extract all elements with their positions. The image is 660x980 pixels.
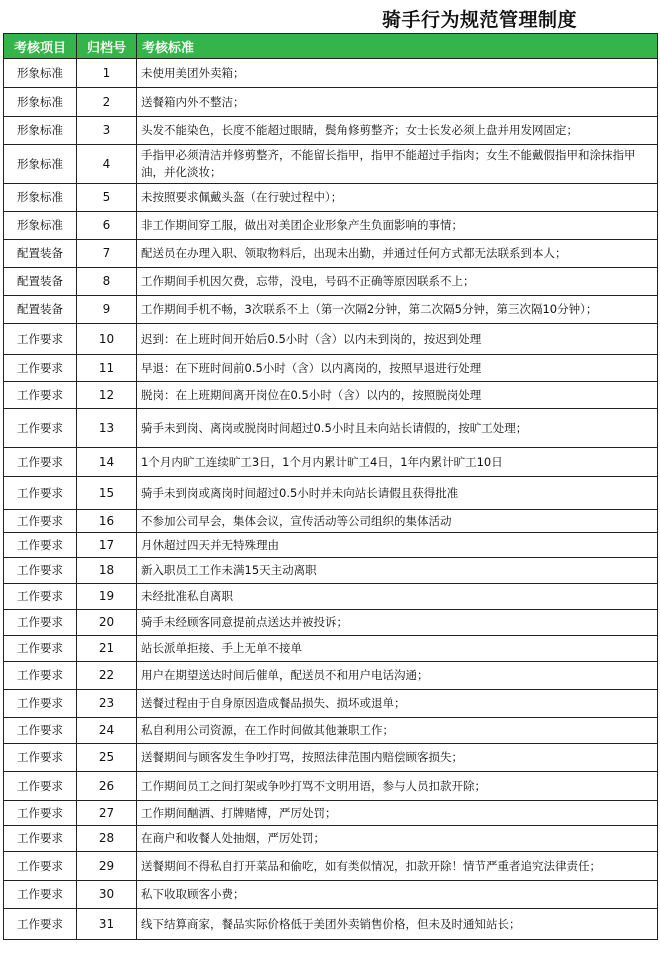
- table-row: [4, 117, 658, 145]
- table-row: [4, 558, 658, 584]
- row-category: 工作要求: [4, 558, 77, 584]
- row-number: 4: [77, 145, 137, 184]
- row-category: 工作要求: [4, 662, 77, 690]
- table-row: [4, 448, 658, 477]
- header-number: 归档号: [77, 34, 137, 59]
- table-row: [4, 212, 658, 240]
- table-row: [4, 145, 658, 184]
- row-standard: 1个月内旷工连续旷工3日，1个月内累计旷工4日，1年内累计旷工10日: [137, 448, 658, 477]
- row-number: 3: [77, 117, 137, 145]
- row-number: 1: [77, 59, 137, 88]
- row-standard: 私下收取顾客小费；: [137, 881, 658, 909]
- row-standard: 未经批准私自离职: [137, 584, 658, 610]
- row-category: 形象标准: [4, 145, 77, 184]
- row-number: 19: [77, 584, 137, 610]
- row-category: 工作要求: [4, 409, 77, 448]
- row-category: 工作要求: [4, 510, 77, 533]
- row-category: 工作要求: [4, 718, 77, 744]
- row-standard: 在商户和收餐人处抽烟，严厉处罚；: [137, 826, 658, 852]
- row-category: 工作要求: [4, 355, 77, 382]
- row-category: 工作要求: [4, 533, 77, 558]
- row-standard: 配送员在办理入职、领取物料后，出现未出勤，并通过任何方式都无法联系到本人；: [137, 240, 658, 268]
- table-row: [4, 88, 658, 117]
- table-row: [4, 268, 658, 296]
- row-number: 31: [77, 909, 137, 940]
- row-standard: 月休超过四天并无特殊理由: [137, 533, 658, 558]
- row-number: 24: [77, 718, 137, 744]
- row-number: 6: [77, 212, 137, 240]
- standards-table: [3, 33, 658, 940]
- table-row: [4, 296, 658, 324]
- table-row: [4, 718, 658, 744]
- row-number: 21: [77, 636, 137, 662]
- row-number: 15: [77, 477, 137, 510]
- row-category: 形象标准: [4, 117, 77, 145]
- table-row: [4, 409, 658, 448]
- row-number: 20: [77, 610, 137, 636]
- table-row: [4, 324, 658, 355]
- row-category: 形象标准: [4, 184, 77, 212]
- row-number: 12: [77, 382, 137, 409]
- row-category: 工作要求: [4, 382, 77, 409]
- row-standard: 不参加公司早会，集体会议，宣传活动等公司组织的集体活动: [137, 510, 658, 533]
- table-row: [4, 852, 658, 881]
- row-standard: 未按照要求佩戴头盔（在行驶过程中）；: [137, 184, 658, 212]
- row-standard: 未使用美团外卖箱；: [137, 59, 658, 88]
- row-number: 28: [77, 826, 137, 852]
- row-standard: 手指甲必须清洁并修剪整齐，不能留长指甲，指甲不能超过手指肉；女生不能戴假指甲和涂抹指甲油，并化淡妆；: [137, 145, 658, 184]
- table-row: [4, 382, 658, 409]
- row-standard: 私自利用公司资源，在工作时间做其他兼职工作；: [137, 718, 658, 744]
- table-row: [4, 584, 658, 610]
- row-standard: 线下结算商家，餐品实际价格低于美团外卖销售价格，但未及时通知站长；: [137, 909, 658, 940]
- table-row: [4, 801, 658, 826]
- table-row: [4, 510, 658, 533]
- row-number: 25: [77, 744, 137, 772]
- row-category: 形象标准: [4, 59, 77, 88]
- table-row: [4, 355, 658, 382]
- row-standard: 送餐期间与顾客发生争吵打骂，按照法律范围内赔偿顾客损失；: [137, 744, 658, 772]
- row-number: 22: [77, 662, 137, 690]
- table-row: [4, 240, 658, 268]
- row-category: 工作要求: [4, 801, 77, 826]
- row-category: 工作要求: [4, 772, 77, 801]
- row-category: 工作要求: [4, 826, 77, 852]
- row-number: 27: [77, 801, 137, 826]
- row-category: 工作要求: [4, 852, 77, 881]
- row-number: 5: [77, 184, 137, 212]
- row-standard: 骑手未到岗或离岗时间超过0.5小时并未向站长请假且获得批准: [137, 477, 658, 510]
- row-standard: 早退：在下班时间前0.5小时（含）以内离岗的，按照早退进行处理: [137, 355, 658, 382]
- table-header-row: [4, 34, 658, 59]
- header-standard: 考核标准: [137, 34, 658, 59]
- row-category: 工作要求: [4, 448, 77, 477]
- row-standard: 新入职员工工作未满15天主动离职: [137, 558, 658, 584]
- table-row: [4, 636, 658, 662]
- table-row: [4, 59, 658, 88]
- row-number: 26: [77, 772, 137, 801]
- table-row: [4, 826, 658, 852]
- table-row: [4, 662, 658, 690]
- row-standard: 站长派单拒接、手上无单不接单: [137, 636, 658, 662]
- row-category: 工作要求: [4, 909, 77, 940]
- table-row: [4, 690, 658, 718]
- table-row: [4, 772, 658, 801]
- title-bar: [0, 0, 660, 33]
- row-standard: 头发不能染色，长度不能超过眼睛，鬓角修剪整齐；女士长发必须上盘并用发网固定；: [137, 117, 658, 145]
- row-number: 17: [77, 533, 137, 558]
- row-standard: 送餐箱内外不整洁；: [137, 88, 658, 117]
- row-number: 7: [77, 240, 137, 268]
- table-row: [4, 744, 658, 772]
- table-row: [4, 881, 658, 909]
- row-standard: 工作期间员工之间打架或争吵打骂不文明用语，参与人员扣款开除；: [137, 772, 658, 801]
- row-number: 18: [77, 558, 137, 584]
- row-number: 13: [77, 409, 137, 448]
- table-row: [4, 533, 658, 558]
- row-standard: 脱岗：在上班期间离开岗位在0.5小时（含）以内的，按照脱岗处理: [137, 382, 658, 409]
- row-category: 工作要求: [4, 584, 77, 610]
- row-category: 工作要求: [4, 690, 77, 718]
- row-standard: 迟到：在上班时间开始后0.5小时（含）以内未到岗的，按迟到处理: [137, 324, 658, 355]
- row-number: 2: [77, 88, 137, 117]
- row-number: 10: [77, 324, 137, 355]
- row-standard: 骑手未经顾客同意提前点送达并被投诉；: [137, 610, 658, 636]
- table-row: [4, 477, 658, 510]
- row-standard: 工作期间手机不畅，3次联系不上（第一次隔2分钟，第二次隔5分钟，第三次隔10分钟）；: [137, 296, 658, 324]
- row-number: 14: [77, 448, 137, 477]
- row-number: 29: [77, 852, 137, 881]
- row-standard: 非工作期间穿工服，做出对美团企业形象产生负面影响的事情；: [137, 212, 658, 240]
- row-number: 30: [77, 881, 137, 909]
- table-row: [4, 184, 658, 212]
- row-category: 形象标准: [4, 212, 77, 240]
- row-category: 配置装备: [4, 240, 77, 268]
- header-category: 考核项目: [4, 34, 77, 59]
- row-category: 工作要求: [4, 324, 77, 355]
- row-number: 23: [77, 690, 137, 718]
- row-standard: 工作期间手机因欠费，忘带，没电，号码不正确等原因联系不上；: [137, 268, 658, 296]
- table-row: [4, 909, 658, 940]
- document-title: 骑手行为规范管理制度: [382, 9, 578, 31]
- row-standard: 送餐过程由于自身原因造成餐品损失、损坏或退单；: [137, 690, 658, 718]
- row-number: 9: [77, 296, 137, 324]
- table-row: [4, 610, 658, 636]
- row-category: 工作要求: [4, 881, 77, 909]
- table-body: [4, 59, 658, 940]
- row-category: 配置装备: [4, 296, 77, 324]
- row-category: 工作要求: [4, 477, 77, 510]
- row-category: 工作要求: [4, 610, 77, 636]
- row-standard: 骑手未到岗、离岗或脱岗时间超过0.5小时且未向站长请假的，按旷工处理；: [137, 409, 658, 448]
- row-category: 工作要求: [4, 636, 77, 662]
- row-category: 配置装备: [4, 268, 77, 296]
- row-number: 8: [77, 268, 137, 296]
- row-category: 形象标准: [4, 88, 77, 117]
- row-number: 16: [77, 510, 137, 533]
- row-standard: 工作期间酗酒、打牌赌博，严厉处罚；: [137, 801, 658, 826]
- row-category: 工作要求: [4, 744, 77, 772]
- row-standard: 用户在期望送达时间后催单，配送员不和用户电话沟通；: [137, 662, 658, 690]
- row-number: 11: [77, 355, 137, 382]
- row-standard: 送餐期间不得私自打开菜品和偷吃，如有类似情况，扣款开除！情节严重者追究法律责任；: [137, 852, 658, 881]
